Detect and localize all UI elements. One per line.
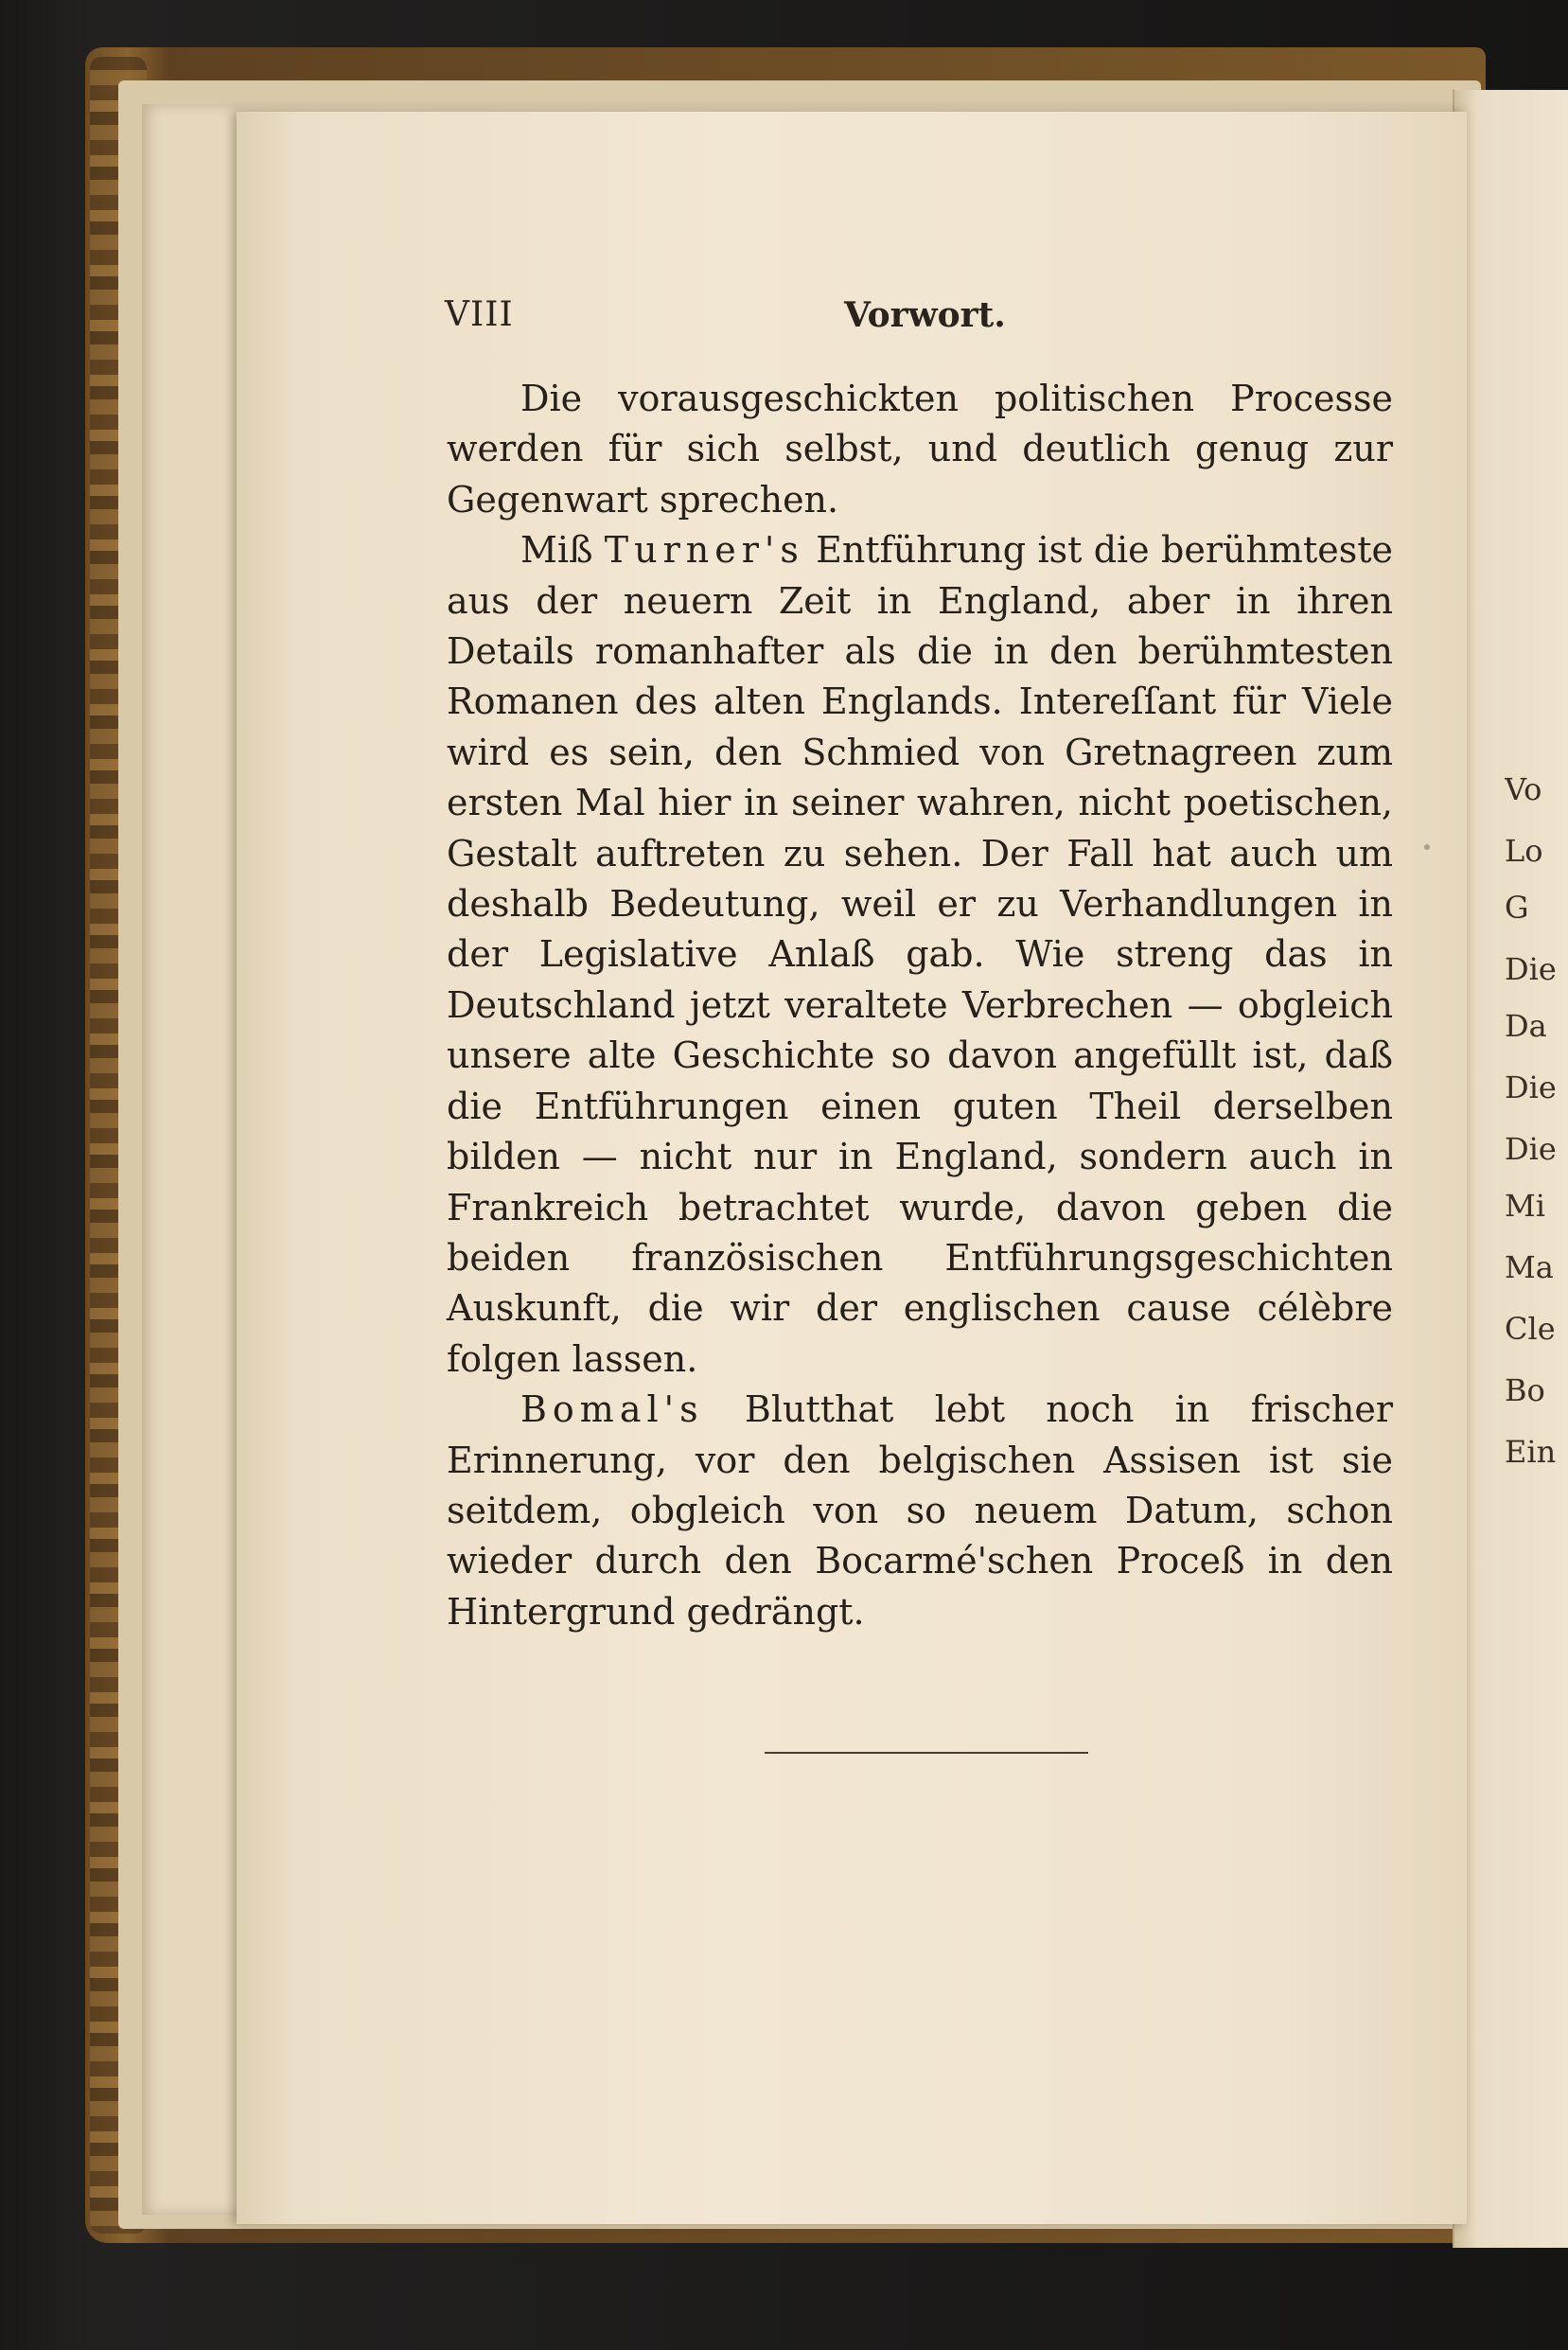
paragraph (447, 525, 1393, 1385)
closing-rule (765, 1752, 1088, 1754)
facing-fragment: Ma (1505, 1249, 1554, 1285)
pencil-mark (1424, 844, 1430, 850)
spaced-name: Bomal's (520, 1388, 704, 1431)
facing-fragment: Die (1505, 1131, 1557, 1167)
paragraph-lead: Miß (520, 529, 605, 572)
running-head: Vorwort. (844, 295, 1006, 335)
facing-fragment: Cle (1505, 1311, 1556, 1347)
page-number: VIII (445, 295, 514, 334)
facing-fragment: Mi (1505, 1188, 1545, 1224)
facing-fragment: Bo (1505, 1372, 1545, 1408)
paragraph-text: Blutthat lebt noch in frischer Erinnerung, vor den belgischen Assisen ist sie seitdem, obgleich von so neuem Datum, schon wieder durch den Bocarmé'schen Proceß in den Hintergrund gedrängt. (447, 1388, 1393, 1633)
facing-fragment: Vo (1505, 771, 1542, 807)
spaced-name: Turner's (604, 529, 804, 572)
paragraph-text: Entführung ist die berühmteste aus der neuern Zeit in England, aber in ihren Details romanhafter als die in den berühmtesten Romanen des alten Englands. Intereſſant für Viele wird es sein, den Schmied von Gretnagreen zum ersten Mal hier in seiner wahren, nicht poetischen, Gestalt auftreten zu sehen. Der Fall hat auch um deshalb Bedeutung, weil er zu Verhandlungen in der Legislative Anlaß gab. Wie streng das in Deutschland jetzt veraltete Verbrechen — obgleich unsere alte Geschichte so davon angefüllt ist, daß die Entführungen einen guten Theil derselben bilden — nicht nur in England, sondern auch in Frankreich betrachtet wurde, davon geben die beiden französischen Entführungsgeschichten Auskunft, die wir der englischen cause célèbre folgen lassen. (447, 529, 1393, 1380)
paragraph (447, 374, 1393, 525)
facing-fragment: Da (1505, 1008, 1547, 1044)
facing-fragment: Die (1505, 951, 1557, 987)
facing-fragment: Lo (1505, 833, 1543, 869)
facing-fragment: Die (1505, 1069, 1557, 1105)
facing-fragment: G (1505, 890, 1529, 926)
page-body (447, 374, 1393, 1637)
facing-fragment: Ein (1505, 1434, 1557, 1470)
paragraph (447, 1385, 1393, 1637)
facing-page (1453, 90, 1568, 2248)
paragraph-text: Die vorausgeschickten politischen Processe werden für sich selbst, und deutlich genug zur Gegenwart sprechen. (447, 378, 1393, 521)
